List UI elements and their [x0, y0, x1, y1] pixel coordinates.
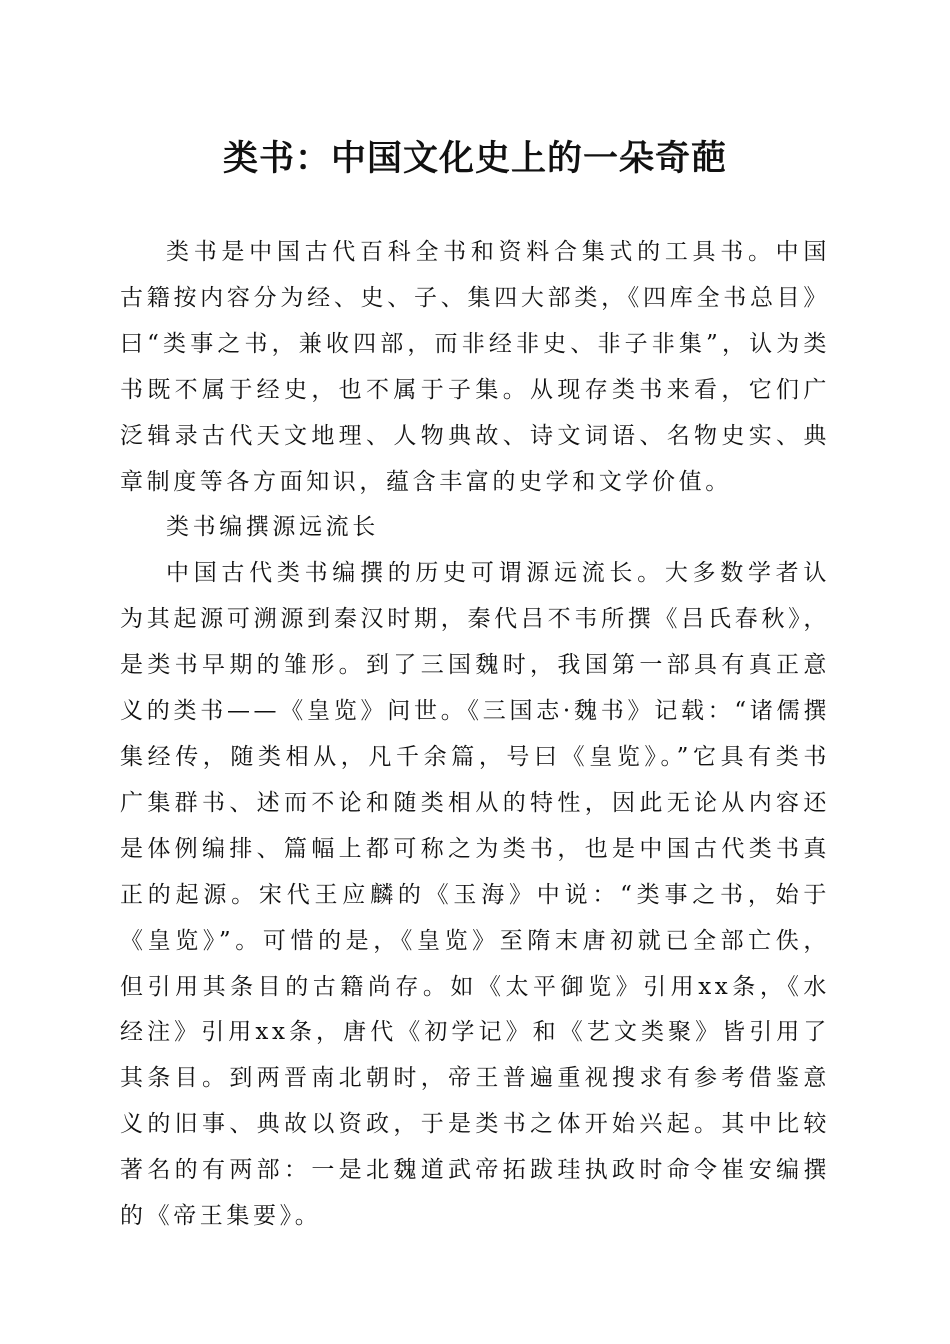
section-heading: 类书编撰源远流长	[166, 514, 379, 541]
page-title: 类书：中国文化史上的一朵奇葩	[222, 138, 727, 179]
paragraph-intro: 类书是中国古代百科全书和资料合集式的工具书。中国古籍按内容分为经、史、子、集四大部类，《四库全书总目》曰“类事之书，兼收四部，而非经非史、非子非集”，认为类书既不属于经史，也不属于子集。从现存类书来看，它们广泛辑录古代天文地理、人物典故、诗文词语、名物史实、典章制度等各方面知识，蕴含丰富的史学和文学价值。	[120, 239, 830, 495]
paragraph-history: 中国古代类书编撰的历史可谓源远流长。大多数学者认为其起源可溯源到秦汉时期，秦代吕不韦所撰《吕氏春秋》，是类书早期的雏形。到了三国魏时，我国第一部具有真正意义的类书——《皇览》问世。《三国志·魏书》记载：“诸儒撰集经传，随类相从，凡千余篇，号曰《皇览》。”它具有类书广集群书、述而不论和随类相从的特性，因此无论从内容还是体例编排、篇幅上都可称之为类书，也是中国古代类书真正的起源。宋代王应麟的《玉海》中说：“类事之书，始于《皇览》”。可惜的是，《皇览》至隋末唐初就已全部亡佚，但引用其条目的古籍尚存。如《太平御览》引用xx条，《水经注》引用xx条，唐代《初学记》和《艺文类聚》皆引用了其条目。到两晋南北朝时，帝王普遍重视搜求有参考借鉴意义的旧事、典故以资政，于是类书之体开始兴起。其中比较著名的有两部：一是北魏道武帝拓跋珪执政时命令崔安编撰的《帝王集要》。	[120, 560, 830, 1230]
article-body	[120, 230, 830, 1240]
